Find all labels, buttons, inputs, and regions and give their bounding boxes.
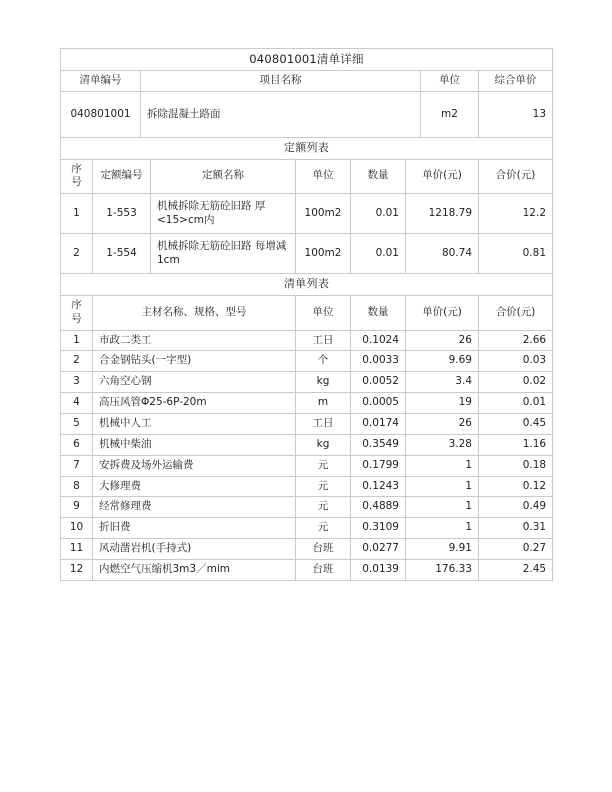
- material-amount: 0.49: [479, 497, 553, 518]
- material-price: 1: [406, 476, 479, 497]
- material-seq: 3: [61, 372, 93, 393]
- material-price: 9.69: [406, 351, 479, 372]
- column-header-quota-qty: 数量: [351, 159, 406, 194]
- material-amount: 1.16: [479, 434, 553, 455]
- material-name: 折旧费: [93, 518, 296, 539]
- column-header-item-name: 项目名称: [141, 71, 421, 92]
- material-price: 26: [406, 330, 479, 351]
- quota-amount: 0.81: [479, 234, 553, 274]
- quota-list-table: [60, 137, 553, 274]
- quota-code: 1-554: [93, 234, 151, 274]
- material-name: 高压风管Φ25-6P-20m: [93, 393, 296, 414]
- material-seq: 10: [61, 518, 93, 539]
- material-price: 1: [406, 455, 479, 476]
- table-row: [61, 413, 553, 434]
- material-seq: 8: [61, 476, 93, 497]
- material-name: 大修理费: [93, 476, 296, 497]
- material-qty: 0.1024: [351, 330, 406, 351]
- material-section-title: 清单列表: [61, 274, 553, 296]
- material-name: 内燃空气压缩机3m3／mim: [93, 559, 296, 580]
- table-row: [61, 518, 553, 539]
- material-price: 1: [406, 518, 479, 539]
- table-row: [61, 372, 553, 393]
- quota-name: 机械拆除无筋砼旧路 厚<15>cm内: [151, 194, 296, 234]
- quota-code: 1-553: [93, 194, 151, 234]
- material-price: 1: [406, 497, 479, 518]
- table-row: [61, 434, 553, 455]
- material-seq: 2: [61, 351, 93, 372]
- material-unit: 工日: [296, 413, 351, 434]
- material-qty: 0.4889: [351, 497, 406, 518]
- page-title: 040801001清单详细: [61, 49, 553, 71]
- column-header-material-unit: 单位: [296, 295, 351, 330]
- material-price: 9.91: [406, 539, 479, 560]
- material-qty: 0.0005: [351, 393, 406, 414]
- quota-price: 80.74: [406, 234, 479, 274]
- material-name: 机械中人工: [93, 413, 296, 434]
- table-row: [61, 455, 553, 476]
- material-qty: 0.0033: [351, 351, 406, 372]
- material-name: 六角空心钢: [93, 372, 296, 393]
- material-price: 3.4: [406, 372, 479, 393]
- bill-unit-price-value: 13: [479, 92, 553, 138]
- column-header-material-name: 主材名称、规格、型号: [93, 295, 296, 330]
- material-amount: 0.45: [479, 413, 553, 434]
- material-name: 经常修理费: [93, 497, 296, 518]
- material-header-row: [61, 295, 553, 330]
- material-amount: 0.02: [479, 372, 553, 393]
- material-unit: 台班: [296, 539, 351, 560]
- column-header-bill-code: 清单编号: [61, 71, 141, 92]
- material-amount: 0.27: [479, 539, 553, 560]
- quota-seq: 2: [61, 234, 93, 274]
- bill-header-row: [61, 71, 553, 92]
- material-amount: 0.31: [479, 518, 553, 539]
- column-header-quota-code: 定额编号: [93, 159, 151, 194]
- quota-qty: 0.01: [351, 234, 406, 274]
- quota-qty: 0.01: [351, 194, 406, 234]
- material-qty: 0.1243: [351, 476, 406, 497]
- material-unit: 元: [296, 455, 351, 476]
- material-amount: 0.18: [479, 455, 553, 476]
- column-header-quota-name: 定额名称: [151, 159, 296, 194]
- material-seq: 11: [61, 539, 93, 560]
- material-qty: 0.0052: [351, 372, 406, 393]
- document-title-row: [61, 49, 553, 71]
- material-seq: 12: [61, 559, 93, 580]
- material-unit: 个: [296, 351, 351, 372]
- quota-amount: 12.2: [479, 194, 553, 234]
- table-row: [61, 393, 553, 414]
- table-row: [61, 234, 553, 274]
- column-header-quota-seq: 序号: [61, 159, 93, 194]
- quota-seq: 1: [61, 194, 93, 234]
- material-amount: 2.66: [479, 330, 553, 351]
- column-header-material-qty: 数量: [351, 295, 406, 330]
- material-seq: 7: [61, 455, 93, 476]
- material-list-table: [60, 273, 553, 581]
- material-amount: 0.12: [479, 476, 553, 497]
- column-header-total-price: 综合单价: [479, 71, 553, 92]
- quota-section-title: 定额列表: [61, 138, 553, 160]
- material-qty: 0.0277: [351, 539, 406, 560]
- table-row: [61, 559, 553, 580]
- column-header-material-amount: 合价(元): [479, 295, 553, 330]
- quota-section-title-row: [61, 138, 553, 160]
- material-amount: 2.45: [479, 559, 553, 580]
- material-price: 19: [406, 393, 479, 414]
- quota-unit: 100m2: [296, 194, 351, 234]
- quota-name: 机械拆除无筋砼旧路 每增减1cm: [151, 234, 296, 274]
- material-qty: 0.1799: [351, 455, 406, 476]
- bill-code-value: 040801001: [61, 92, 141, 138]
- table-row: [61, 497, 553, 518]
- material-price: 3.28: [406, 434, 479, 455]
- material-unit: 元: [296, 518, 351, 539]
- column-header-material-price: 单价(元): [406, 295, 479, 330]
- bill-item-name-value: 拆除混凝土路面: [141, 92, 421, 138]
- material-amount: 0.03: [479, 351, 553, 372]
- column-header-quota-price: 单价(元): [406, 159, 479, 194]
- material-name: 合金钢钻头(一字型): [93, 351, 296, 372]
- material-unit: 台班: [296, 559, 351, 580]
- material-seq: 5: [61, 413, 93, 434]
- material-unit: 元: [296, 476, 351, 497]
- material-qty: 0.3109: [351, 518, 406, 539]
- column-header-unit: 单位: [421, 71, 479, 92]
- material-seq: 4: [61, 393, 93, 414]
- material-seq: 9: [61, 497, 93, 518]
- material-name: 安拆费及场外运输费: [93, 455, 296, 476]
- quota-price: 1218.79: [406, 194, 479, 234]
- quota-unit: 100m2: [296, 234, 351, 274]
- table-row: [61, 194, 553, 234]
- material-name: 风动凿岩机(手持式): [93, 539, 296, 560]
- table-row: [61, 330, 553, 351]
- material-unit: 元: [296, 497, 351, 518]
- bill-header-table: [60, 48, 553, 138]
- material-price: 176.33: [406, 559, 479, 580]
- quota-header-row: [61, 159, 553, 194]
- column-header-material-seq: 序号: [61, 295, 93, 330]
- material-name: 市政二类工: [93, 330, 296, 351]
- material-qty: 0.3549: [351, 434, 406, 455]
- material-seq: 6: [61, 434, 93, 455]
- material-amount: 0.01: [479, 393, 553, 414]
- material-name: 机械中柴油: [93, 434, 296, 455]
- column-header-quota-unit: 单位: [296, 159, 351, 194]
- detail-sheet: [60, 48, 552, 581]
- table-row: [61, 539, 553, 560]
- material-unit: m: [296, 393, 351, 414]
- column-header-quota-amount: 合价(元): [479, 159, 553, 194]
- material-price: 26: [406, 413, 479, 434]
- material-qty: 0.0139: [351, 559, 406, 580]
- material-section-title-row: [61, 274, 553, 296]
- table-row: [61, 476, 553, 497]
- material-unit: 工日: [296, 330, 351, 351]
- material-qty: 0.0174: [351, 413, 406, 434]
- bill-unit-value: m2: [421, 92, 479, 138]
- material-unit: kg: [296, 434, 351, 455]
- table-row: [61, 351, 553, 372]
- bill-data-row: [61, 92, 553, 138]
- material-seq: 1: [61, 330, 93, 351]
- material-unit: kg: [296, 372, 351, 393]
